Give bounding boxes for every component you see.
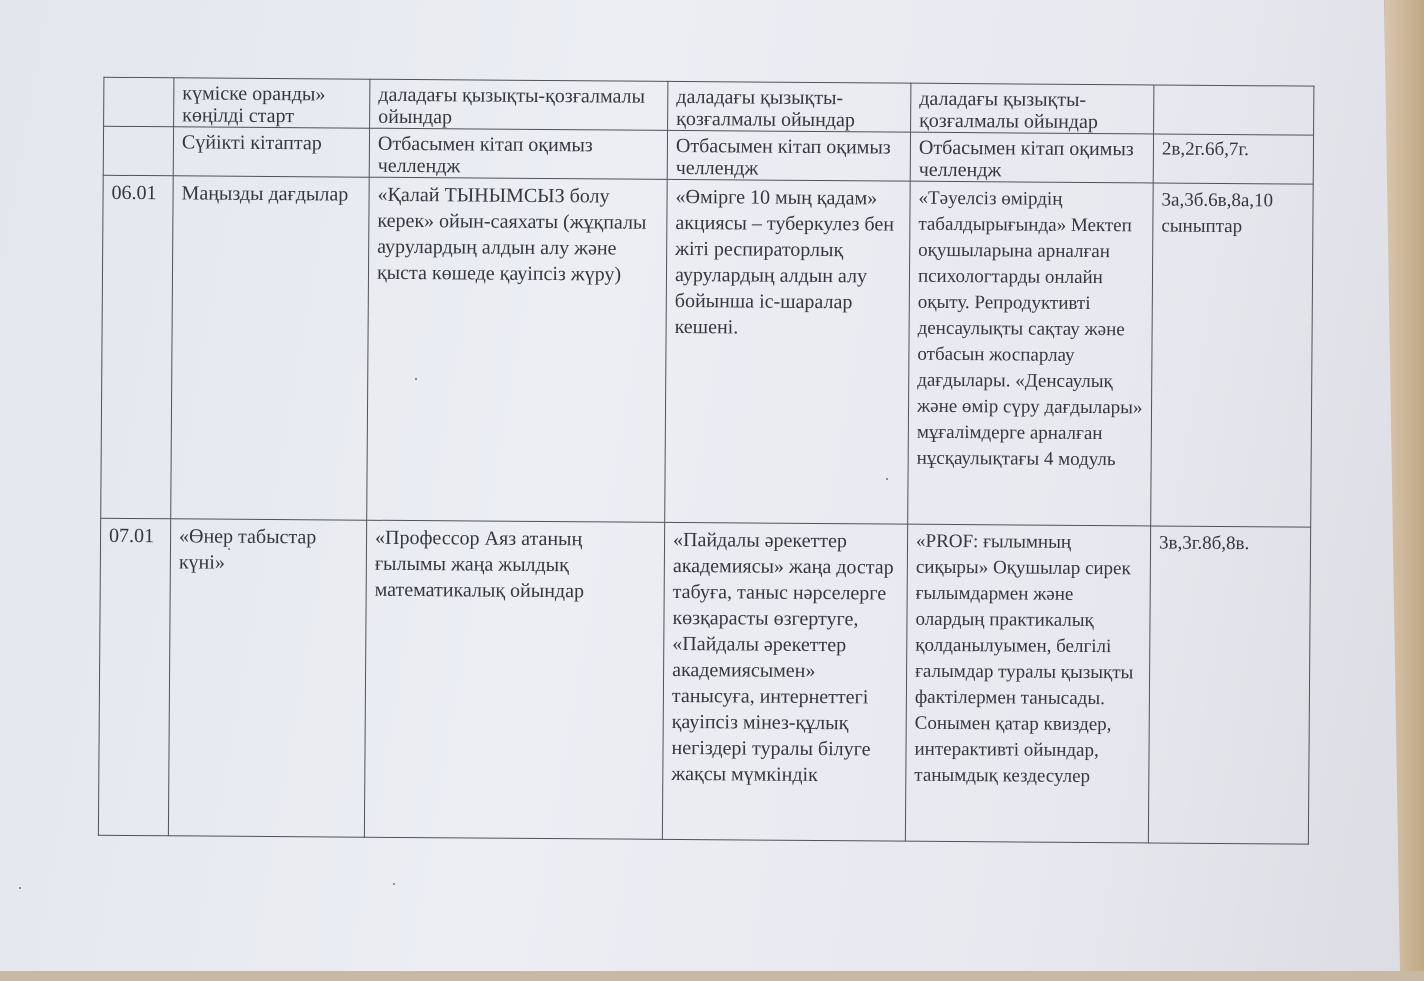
theme-cell: «Өнер табыстар күні» — [168, 519, 366, 837]
activity-cell: «Өмірге 10 мың қадам» акциясы – туберкулез бен жіті респираторлық аурулардың алдын алу бойынша іс-шаралар кешені. — [665, 179, 911, 524]
classes-cell: 2в,2г.6б,7г. — [1153, 134, 1313, 184]
date-cell: 07.01 — [98, 518, 170, 836]
activity-cell: «Қалай ТЫНЫМСЫЗ болу керек» ойын-саяхаты (жұқпалы аурулардың алдын алу және қыста көшеде қауіпсіз жүру) — [367, 177, 668, 522]
activity-cell: Отбасымен кітап оқимыз челлендж — [667, 130, 910, 181]
activity-cell: «PROF: ғылымның сиқыры» Оқушылар сирек ғылымдармен және олардың практикалық қолданылуымен, белгілі ғалымдар туралы қызықты фактілермен танысады. Сонымен қатар квиздер, интерактивті ойындар, танымдық кездесулер — [905, 524, 1150, 843]
theme-cell: Сүйікті кітаптар — [173, 127, 369, 177]
activity-cell: Отбасымен кітап оқимыз челлендж — [369, 128, 667, 179]
table-row — [103, 126, 1313, 184]
theme-cell: күміске оранды» көңілді старт — [174, 78, 370, 128]
table-row — [98, 518, 1310, 844]
theme-cell: Маңызды дағдылар — [171, 176, 370, 520]
schedule-table — [98, 77, 1315, 845]
date-cell — [104, 77, 174, 127]
activity-cell: Отбасымен кітап оқимыз челлендж — [910, 132, 1153, 183]
classes-cell: 3в,3г.8б,8в. — [1148, 526, 1310, 844]
paper-speck — [415, 378, 417, 380]
activity-cell: «Профессор Аяз атаның ғылымы жаңа жылдық математикалық ойындар — [364, 520, 664, 839]
classes-cell: 3а,3б.6в,8а,10 сыныптар — [1151, 183, 1314, 527]
activity-cell: «Тәуелсіз өмірдің табалдырығында» Мектеп оқушыларына арналған психологтарды онлайн оқыту. Репродуктивті денсаулықты сақтау және отбасын жоспарлау дағдылары. «Денсаулық және өмір сүру дағдылары» мұғалімдерге арналған нұсқаулықтағы 4 модуль — [908, 181, 1154, 526]
paper-speck — [886, 478, 888, 480]
activity-cell: даладағы қызықты-қозғалмалы ойындар — [911, 83, 1154, 134]
activity-cell: даладағы қызықты-қозғалмалы ойындар — [668, 81, 911, 132]
date-cell: 06.01 — [101, 175, 174, 519]
paper-speck — [19, 887, 21, 889]
table-row — [101, 175, 1313, 527]
date-cell — [103, 126, 173, 176]
activity-cell: «Пайдалы әрекеттер академиясы» жаңа достар табуға, таныс нәрселерге көзқарасты өзгертуге, «Пайдалы әрекеттер академиясымен» танысуға, интернеттегі қауіпсіз мінез-құлық негіздері туралы білуге жақсы мүмкіндік — [662, 522, 907, 841]
paper-speck — [393, 883, 395, 885]
activity-cell: даладағы қызықты-қозғалмалы ойындар — [370, 79, 668, 130]
classes-cell — [1154, 85, 1314, 135]
table-row — [104, 77, 1314, 135]
paper-speck — [228, 548, 230, 550]
